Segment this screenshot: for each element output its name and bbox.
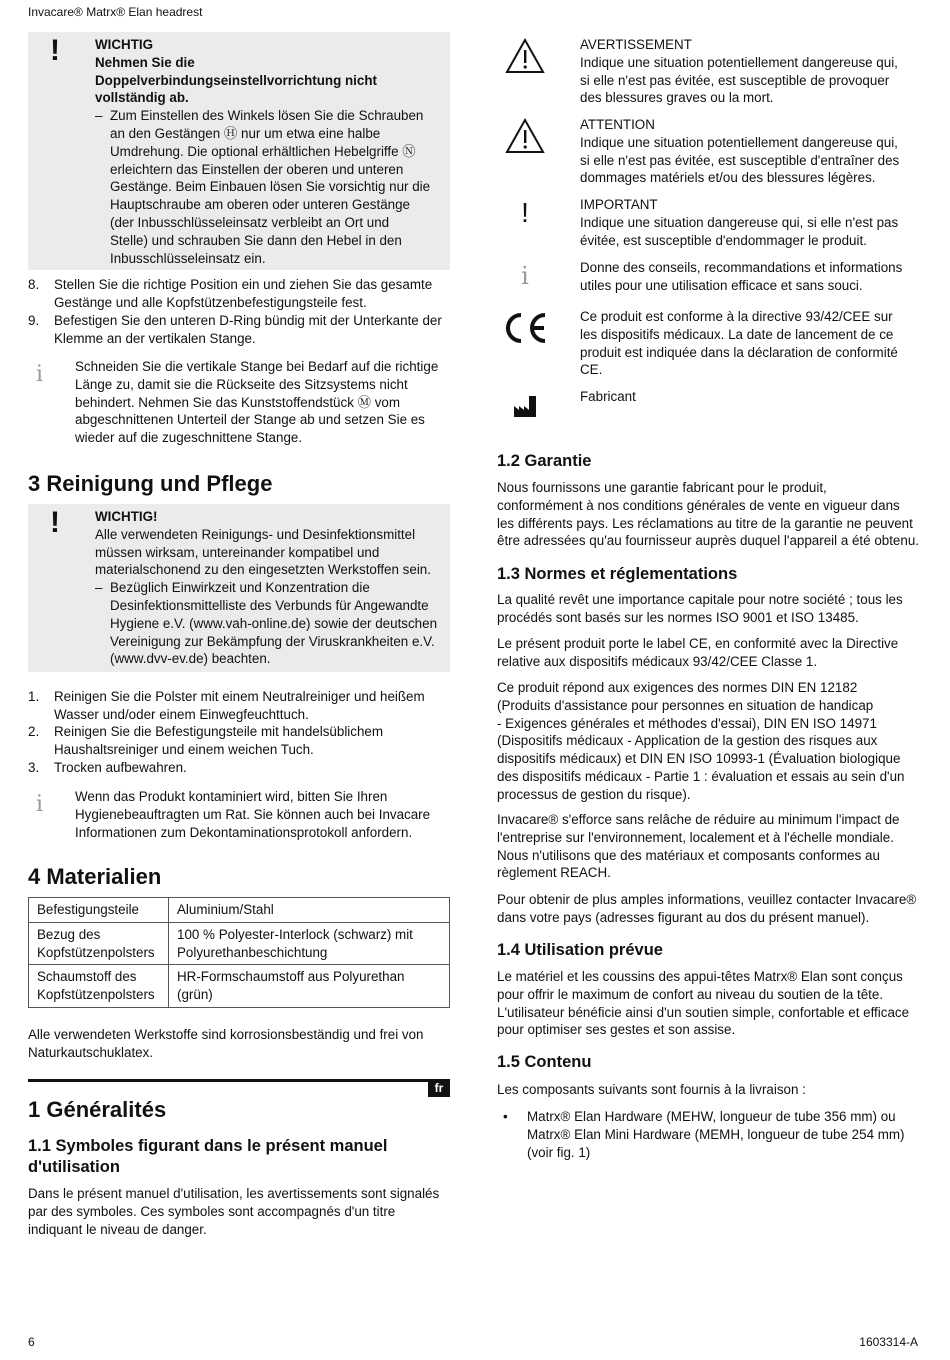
step-text: Trocken aufbewahren.	[54, 760, 187, 775]
warning-triangle-icon	[500, 118, 550, 159]
chapter-heading: 1 Généralités	[28, 1097, 167, 1122]
table-cell: Bezug des Kopfstützenpolsters	[29, 922, 169, 965]
step-text: Reinigen Sie die Polster mit einem Neutralreiniger und heißem Wasser und/oder einem Einwegfeuchttuch.	[54, 689, 425, 722]
step-number: 9.	[28, 313, 40, 328]
info-icon: i	[521, 262, 529, 290]
step-number: 2.	[28, 724, 40, 739]
table-cell: HR-Formschaumstoff aus Polyurethan (grün)	[169, 965, 450, 1008]
important-note	[28, 32, 450, 270]
info-icon: i	[36, 362, 44, 387]
paragraph: Les composants suivants sont fournis à la livraison :	[497, 1082, 806, 1097]
info-icon: i	[36, 792, 44, 817]
important-note	[28, 504, 450, 672]
bullet-icon: •	[503, 1109, 508, 1124]
symbol-title: AVERTISSEMENT	[580, 37, 692, 52]
step-text: Reinigen Sie die Befestigungsteile mit handelsüblichem Haushaltsreiniger und einem weichen Tuch.	[54, 724, 384, 757]
materials-table	[28, 897, 450, 1008]
materials-note: Alle verwendeten Werkstoffe sind korrosionsbeständig und frei von Naturkautschuklatex.	[28, 1027, 424, 1060]
note-title: WICHTIG	[95, 37, 154, 52]
note-item: – Zum Einstellen des Winkels lösen Sie die Schrauben an den Gestängen Ⓗ nur um etwa eine halbe Umdrehung. Die optional erhältlichen Hebelgriffe Ⓝ erleichtern das Einstellen der oberen und unteren Gestänge. Beim Einbauen lösen Sie vorsichtig nur die Hauptschraube am oberen oder unteren Gestänge (der Inbusschlüsseleinsatz verbleibt an Ort und Stelle) und schrauben Sie dann den Hebel in den Inbusschlüsseleinsatz ein.	[95, 107, 445, 267]
symbol-description	[580, 259, 920, 295]
bullet-item: Matrx® Elan Hardware (MEHW, longueur de tube 356 mm) ou Matrx® Elan Mini Hardware (MEMH, longueur de tube 254 mm) (voir fig. 1)	[527, 1109, 905, 1160]
table-cell: Befestigungsteile	[29, 898, 169, 923]
symbol-description	[580, 116, 920, 187]
step-text: Stellen Sie die richtige Position ein und ziehen Sie das gesamte Gestänge und alle Kopfstützenbefestigungsteile fest.	[54, 277, 433, 310]
document-id: 1603314-A	[859, 1335, 918, 1349]
table-row	[29, 965, 450, 1008]
subsection-heading: 1.1 Symboles figurant dans le présent manuel d'utilisation	[28, 1137, 388, 1176]
table-row	[29, 898, 450, 923]
symbol-text: Indique une situation dangereuse qui, si elle n'est pas évitée, est susceptible d'endommager le produit.	[580, 214, 899, 248]
symbol-text: Indique une situation potentiellement dangereuse qui, si elle n'est pas évitée, est susceptible de provoquer des blessures graves ou la mort.	[580, 54, 898, 106]
symbol-text: Fabricant	[580, 389, 636, 404]
paragraph: Ce produit répond aux exigences des normes DIN EN 12182 (Produits d'assistance pour personnes en situation de handicap - Exigences générales et méthodes d'essai), DIN EN ISO 14971 (Dispositifs médicaux - Application de la gestion des risques aux dispositifs médicaux) et DIN EN ISO 10993-1 (Évaluation biologique des dispositifs médicaux - Partie 1 : évaluation et essais au sein d'un processus de gestion du risque).	[497, 680, 905, 802]
manufacturer-icon	[500, 394, 550, 423]
symbol-description	[580, 36, 920, 107]
symbol-description	[580, 388, 920, 406]
info-text: Wenn das Produkt kontaminiert wird, bitten Sie Ihren Hygienebeauftragten um Rat. Sie können auch bei Invacare Informationen zum Dekontaminationsprotokoll anfordern.	[75, 789, 431, 840]
language-badge: fr	[428, 1080, 450, 1097]
note-title: WICHTIG!	[95, 509, 158, 524]
section-rule	[28, 1079, 450, 1082]
paragraph: Le matériel et les coussins des appui-têtes Matrx® Elan sont conçus pour offrir le maximum de confort au niveau du soutien de la tête. L'utilisateur bénéficie ainsi d'un soutien simple, confortable et efficace pour optimiser ses gestes et son assise.	[497, 969, 910, 1038]
step-text: Befestigen Sie den unteren D-Ring bündig mit der Unterkante der Klemme an der vertikalen Stange.	[54, 313, 442, 346]
paragraph: Dans le présent manuel d'utilisation, les avertissements sont signalés par des symboles. Ces symboles sont accompagnés d'un titre indiquant le niveau de danger.	[28, 1186, 440, 1237]
warning-triangle-icon	[500, 38, 550, 79]
symbol-text: Ce produit est conforme à la directive 93/42/CEE sur les dispositifs médicaux. La date de lancement de ce produit est indiquée dans la déclaration de conformité CE.	[580, 309, 898, 378]
table-cell: 100 % Polyester-Interlock (schwarz) mit Polyurethanbeschichtung	[169, 922, 450, 965]
paragraph: La qualité revêt une importance capitale pour notre société ; tous les procédés sont basés sur les normes ISO 9001 et ISO 13485.	[497, 592, 903, 625]
running-header: Invacare® Matrx® Elan headrest	[28, 5, 203, 19]
step-number: 8.	[28, 277, 40, 292]
paragraph: Nous fournissons une garantie fabricant pour le produit, conformément à nos conditions générales de vente en vigueur dans les différents pays. Les réclamations au titre de la garantie ne peuvent être adressées qu'au fournisseur auprès duquel l'appareil a été obtenu.	[497, 480, 919, 549]
symbol-description	[580, 196, 920, 249]
symbol-title: IMPORTANT	[580, 197, 658, 212]
note-bold-text: Nehmen Sie die Doppelverbindungseinstellvorrichtung nicht vollständig ab.	[95, 54, 377, 106]
note-item: – Bezüglich Einwirkzeit und Konzentration die Desinfektionsmittelliste des Verbunds für Angewandte Hygiene e.V. (www.vah-online.de) sowie der deutschen Vereinigung zur Bekämpfung der Viruskrankheiten e.V. (www.dvv-ev.de) beachten.	[95, 579, 445, 668]
paragraph: Le présent produit porte le label CE, en conformité avec la Directive relative aux dispositifs médicaux 93/42/CEE Classe 1.	[497, 636, 899, 669]
subsection-heading: 1.3 Normes et réglementations	[497, 565, 738, 583]
table-cell: Aluminium/Stahl	[169, 898, 450, 923]
exclamation-icon: !	[50, 34, 60, 67]
table-row	[29, 922, 450, 965]
section-heading: 3 Reinigung und Pflege	[28, 471, 273, 496]
exclamation-icon: !	[521, 197, 529, 228]
step-number: 1.	[28, 689, 40, 704]
table-cell: Schaumstoff des Kopfstützenpolsters	[29, 965, 169, 1008]
step-number: 3.	[28, 760, 40, 775]
symbol-title: ATTENTION	[580, 117, 655, 132]
exclamation-icon: !	[50, 506, 60, 539]
symbol-description	[580, 308, 920, 379]
paragraph: Invacare® s'efforce sans relâche de réduire au minimum l'impact de l'entreprise sur l'environnement, localement et à l'échelle mondiale. Nous n'utilisons que des matériaux et composants conformes au règlement REACH.	[497, 812, 900, 881]
info-text: Schneiden Sie die vertikale Stange bei Bedarf auf die richtige Länge zu, damit sie die Rückseite des Sitzsystems nicht behindert. Nehmen Sie das Kunststoffendstück Ⓜ vom abgeschnittenen Unterteil der Stange ab und setzen Sie es wieder auf die zugeschnittene Stange.	[75, 359, 439, 446]
subsection-heading: 1.5 Contenu	[497, 1053, 592, 1071]
symbol-text: Indique une situation potentiellement dangereuse qui, si elle n'est pas évitée, est susceptible d'entraîner des dommages matériels et/ou des blessures légères.	[580, 134, 900, 186]
section-heading: 4 Materialien	[28, 864, 162, 889]
subsection-heading: 1.2 Garantie	[497, 452, 592, 470]
symbol-text: Donne des conseils, recommandations et informations utiles pour une utilisation efficace et sans souci.	[580, 260, 903, 293]
page-number: 6	[28, 1335, 35, 1349]
ce-mark-icon	[500, 312, 550, 349]
note-text: Alle verwendeten Reinigungs- und Desinfektionsmittel müssen wirksam, untereinander kompatibel und materialschonend zu den eingesetzten Werkstoffen sein.	[95, 526, 431, 578]
subsection-heading: 1.4 Utilisation prévue	[497, 941, 663, 959]
paragraph: Pour obtenir de plus amples informations, veuillez contacter Invacare® dans votre pays (adresses figurant au dos du présent manuel).	[497, 892, 917, 925]
